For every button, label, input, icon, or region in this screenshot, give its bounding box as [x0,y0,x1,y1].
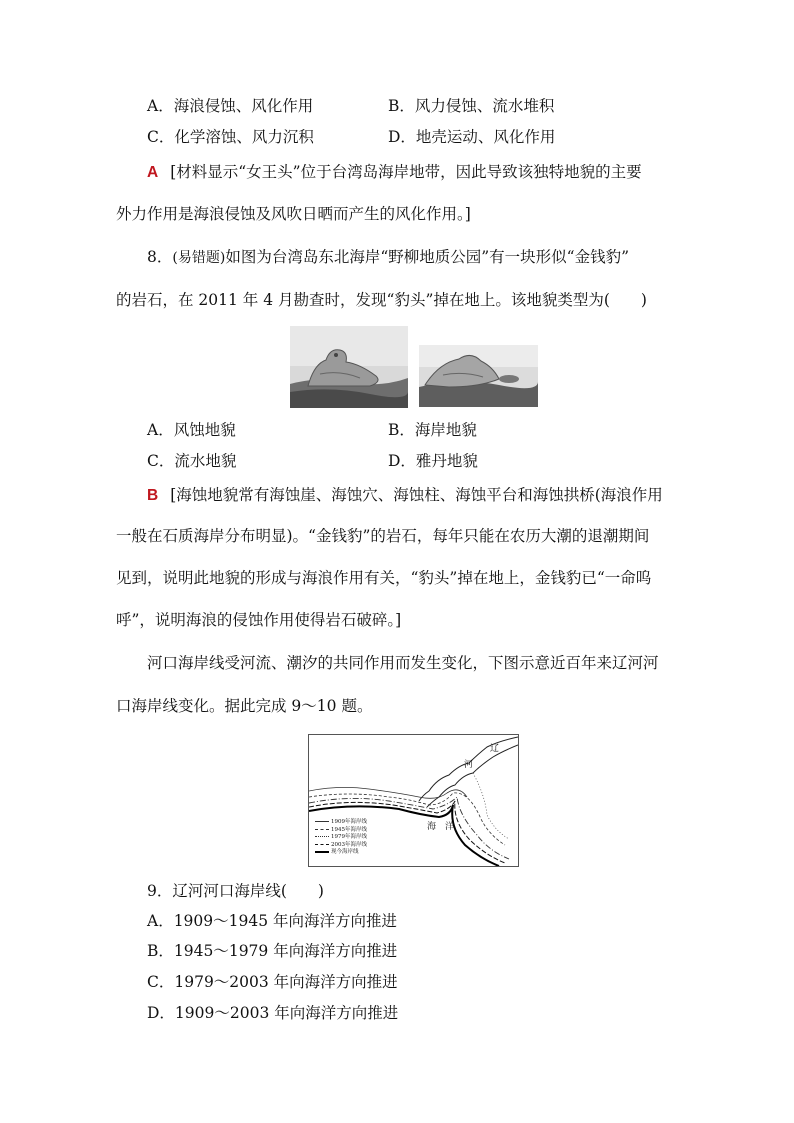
q7-explanation-line-2: 外力作用是海浪侵蚀及风吹日晒而产生的风化作用。] [116,205,471,223]
q8-option-a: A．风蚀地貌 [147,421,236,439]
q8-option-c: C．流水地貌 [147,452,237,470]
map-legend [315,819,367,857]
q8-option-d: D．雅丹地貌 [388,452,478,470]
q8-explanation-line-4: 呼”，说明海浪的侵蚀作用使得岩石破碎。] [116,611,402,629]
legend-item: 1945年海岸线 [315,827,367,835]
q8-option-b: B．海岸地貌 [388,421,477,439]
legend-item: 1979年海岸线 [315,834,367,842]
q9-option-a: A．1909～1945 年向海洋方向推进 [147,912,398,930]
q8-stem-line-2: 的岩石，在 2011 年 4 月勘查时，发现“豹头”掉在地上。该地貌类型为( ) [116,291,647,309]
passage-line-1: 河口海岸线受河流、潮汐的共同作用而发生变化，下图示意近百年来辽河河 [147,654,659,672]
q7-answer: A [147,164,159,181]
leopard-rock-photo-2 [419,345,538,407]
map-label-sea: 海 洋 [427,822,455,832]
q9-option-b: B．1945～1979 年向海洋方向推进 [147,942,398,960]
leopard-rock-photo-1 [290,326,408,408]
q8-explanation-line-1: B [海蚀地貌常有海蚀崖、海蚀穴、海蚀柱、海蚀平台和海蚀拱桥(海浪作用 [147,486,663,504]
legend-item: 1909年海岸线 [315,819,367,827]
q9-option-c: C．1979～2003 年向海洋方向推进 [147,973,398,991]
q8-answer: B [147,487,159,504]
passage-line-2: 口海岸线变化。据此完成 9～10 题。 [116,697,373,715]
legend-item: 2003年海岸线 [315,842,367,850]
q7-option-a: A．海浪侵蚀、风化作用 [147,97,314,115]
liaohe-coastline-map [308,734,519,867]
q7-explanation-line-1: A [材料显示“女王头”位于台湾岛海岸地带，因此导致该独特地貌的主要 [147,163,642,181]
q7-option-c: C．化学溶蚀、风力沉积 [147,128,314,146]
q9-stem: 9．辽河河口海岸线( ) [147,882,324,900]
q8-stem-line-1: 8．(易错题)如图为台湾岛东北海岸“野柳地质公园”有一块形似“金钱豹” [147,248,630,266]
q9-option-d: D．1909～2003 年向海洋方向推进 [147,1004,399,1022]
map-label-liao: 辽 [490,744,500,754]
legend-item: 现今海岸线 [315,849,367,857]
map-label-he: 河 [464,760,474,770]
q8-explanation-line-3: 见到，说明此地貌的形成与海浪作用有关，“豹头”掉在地上，金钱豹已“一命呜 [116,569,652,587]
q7-option-b: B．风力侵蚀、流水堆积 [388,97,555,115]
q8-explanation-line-2: 一般在石质海岸分布明显)。“金钱豹”的岩石，每年只能在农历大潮的退潮期间 [116,527,650,545]
q7-option-d: D．地壳运动、风化作用 [388,128,556,146]
